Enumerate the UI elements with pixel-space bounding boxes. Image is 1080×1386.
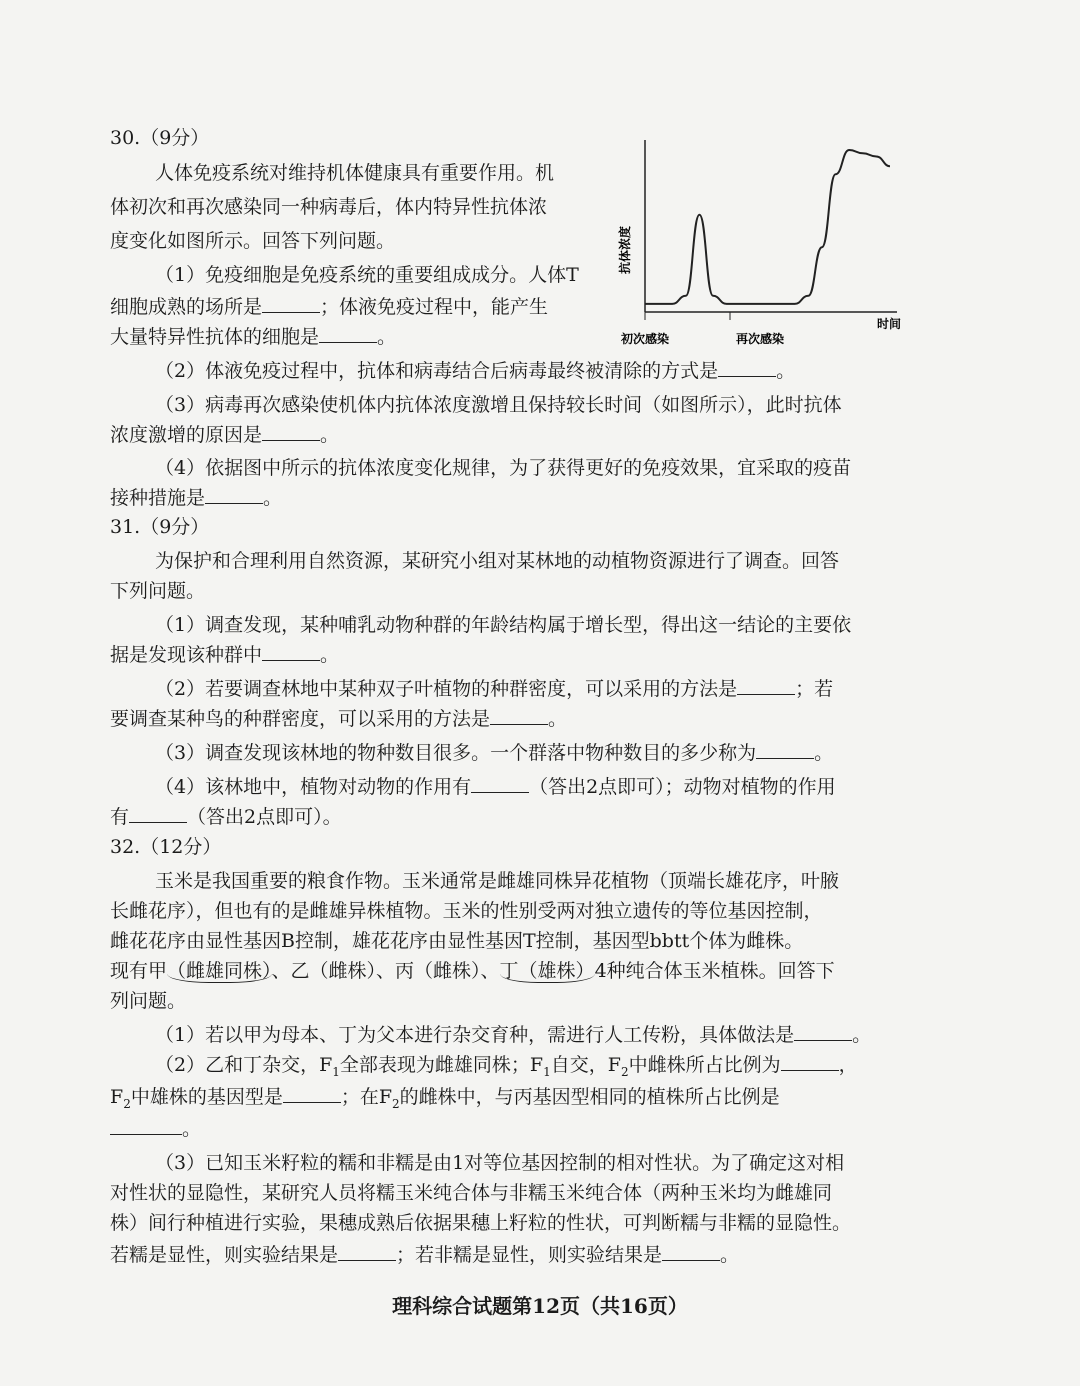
q32-intro-line2: 长雌花序），但也有的是雌雄异株植物。玉米的性别受两对独立遗传的等位基因控制， [110, 900, 823, 922]
q32-intro-line1: 玉米是我国重要的粮食作物。玉米通常是雌雄同株异花植物（顶端长雄花序，叶腋 [155, 870, 840, 892]
q32-part3-line2: 对性状的显隐性，某研究人员将糯玉米纯合体与非糯玉米纯合体（两种玉米均为雌雄同 [110, 1182, 833, 1204]
q30-part1-line2: 细胞成熟的场所是 ；体液免疫过程中，能产生 [110, 296, 549, 318]
q30-part4-line2: 接种措施是 。 [110, 487, 283, 509]
answer-blank[interactable] [718, 358, 776, 377]
q31-header: 31.（9分） [110, 516, 210, 538]
first-infection-label: 初次感染 [620, 332, 670, 346]
q30-part2: （2）体液免疫过程中，抗体和病毒结合后病毒最终被清除的方式是 。 [155, 360, 796, 382]
answer-blank[interactable] [319, 324, 377, 343]
y-axis-label: 抗体浓度 [618, 225, 632, 275]
q32-part2-line3: 。 [110, 1114, 895, 1144]
antibody-chart [615, 130, 905, 360]
answer-blank[interactable] [794, 1022, 852, 1041]
answer-blank[interactable] [338, 1242, 396, 1261]
q30-intro-line1: 人体免疫系统对维持机体健康具有重要作用。机 [155, 162, 555, 184]
q32-part2-line2: $F_2$中雄株的基因型是 ；在$F_2$的雌株中，与丙基因型相同的植株所占比例是 [110, 1086, 780, 1111]
q32-header: 32.（12分） [110, 836, 222, 858]
q30-part1-line3: 大量特异性抗体的细胞是 。 [110, 326, 397, 348]
q31-part2-line1: （2）若要调查林地中某种双子叶植物的种群密度，可以采用的方法是 ；若 [155, 678, 834, 700]
q31-part1-line2: 据是发现该种群中 。 [110, 644, 340, 666]
answer-blank[interactable] [262, 294, 320, 313]
answer-blank[interactable] [283, 1084, 341, 1103]
second-infection-label: 再次感染 [735, 332, 785, 346]
q31-intro-line2: 下列问题。 [110, 580, 206, 602]
q30-part3-line1: （3）病毒再次感染使机体内抗体浓度激增且保持较长时间（如图所示），此时抗体 [155, 394, 842, 416]
q30-part1-line1: （1）免疫细胞是免疫系统的重要组成成分。人体T [155, 264, 579, 286]
answer-blank[interactable] [262, 422, 320, 441]
q30-intro-line2: 体初次和再次感染同一种病毒后，体内特异性抗体浓 [110, 196, 548, 218]
q31-part4-line2: 有 （答出2点即可）。 [110, 806, 342, 828]
q32-part3-line4: 若糯是显性，则实验结果是 ；若非糯是显性，则实验结果是 。 [110, 1244, 740, 1266]
q32-intro-line5: 列问题。 [110, 990, 187, 1012]
answer-blank[interactable] [205, 485, 263, 504]
x-axis-label: 时间 [877, 317, 902, 331]
answer-blank[interactable] [490, 706, 548, 725]
answer-blank[interactable] [110, 1116, 182, 1135]
q32-part3-line3: 株）间行种植进行实验，果穗成熟后依据果穗上籽粒的性状，可判断糯与非糯的显隐性。 [110, 1212, 852, 1234]
q31-intro-line1: 为保护和合理利用自然资源，某研究小组对某林地的动植物资源进行了调查。回答 [155, 550, 840, 572]
q32-intro-line4: 现有甲（雌雄同株）、乙（雌株）、丙（雌株）、丁（雄株）4种纯合体玉米植株。回答下 [110, 960, 835, 982]
q30-header: 30.（9分） [110, 127, 210, 149]
answer-blank[interactable] [471, 774, 529, 793]
answer-blank[interactable] [262, 642, 320, 661]
q30-part3-line2: 浓度激增的原因是 。 [110, 424, 340, 446]
answer-blank[interactable] [737, 676, 795, 695]
q32-part1: （1）若以甲为母本、丁为父本进行杂交育种，需进行人工传粉，具体做法是 。 [155, 1024, 872, 1046]
answer-blank[interactable] [129, 804, 187, 823]
answer-blank[interactable] [662, 1242, 720, 1261]
q32-part2-line1: （2）乙和丁杂交，$F_1$全部表现为雌雄同株；$F_1$自交，$F_2$中雌株所占比例为 ， [155, 1054, 858, 1079]
q30-part4-line1: （4）依据图中所示的抗体浓度变化规律，为了获得更好的免疫效果，宜采取的疫苗 [155, 457, 852, 479]
q30-intro-line3: 度变化如图所示。回答下列问题。 [110, 230, 396, 252]
q31-part4-line1: （4）该林地中，植物对动物的作用有 （答出2点即可）；动物对植物的作用 [155, 776, 836, 798]
antibody-chart-svg [615, 130, 905, 360]
page-footer: 理科综合试题第12页（共16页） [392, 1294, 688, 1318]
q32-intro-line3: 雌花花序由显性基因B控制，雄花花序由显性基因T控制，基因型bbtt个体为雌株。 [110, 930, 804, 952]
antibody-curve [645, 150, 890, 304]
q31-part3: （3）调查发现该林地的物种数目很多。一个群落中物种数目的多少称为 。 [155, 742, 834, 764]
q32-part3-line1: （3）已知玉米籽粒的糯和非糯是由1对等位基因控制的相对性状。为了确定这对相 [155, 1152, 845, 1174]
q31-part1-line1: （1）调查发现，某种哺乳动物种群的年龄结构属于增长型，得出这一结论的主要依 [155, 614, 852, 636]
answer-blank[interactable] [756, 740, 814, 759]
answer-blank[interactable] [781, 1052, 839, 1071]
q31-part2-line2: 要调查某种鸟的种群密度，可以采用的方法是 。 [110, 708, 568, 730]
